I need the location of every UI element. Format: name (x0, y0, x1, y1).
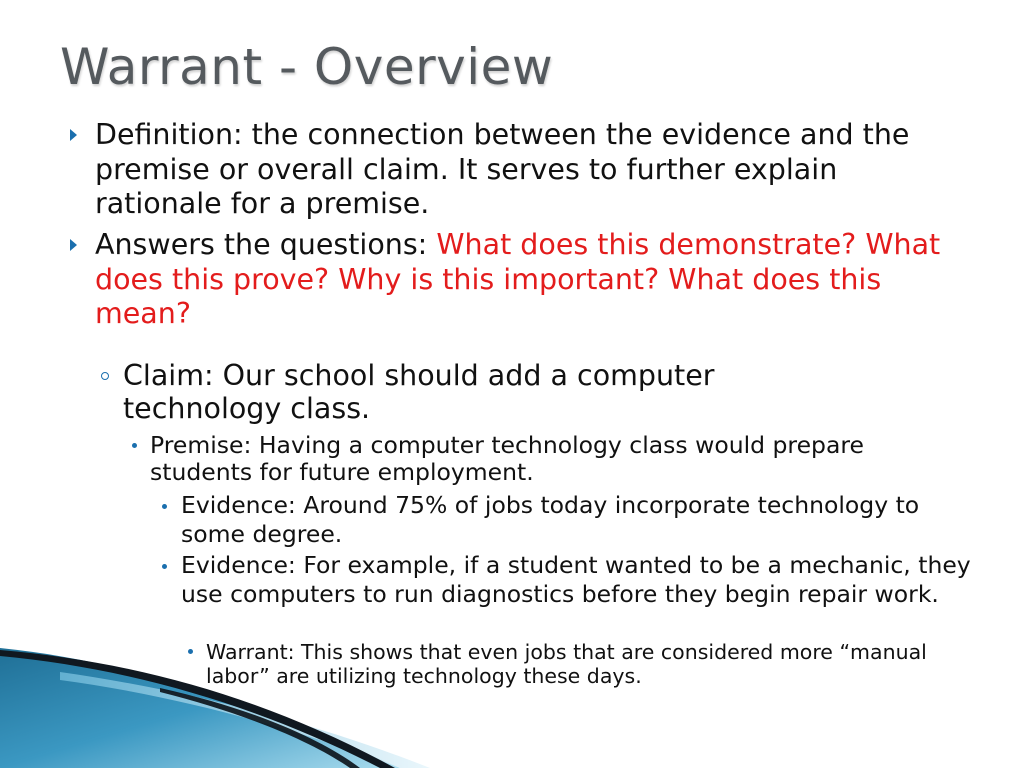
claim-text: Claim: Our school should add a computer technology class. (123, 359, 715, 425)
evidence-2-text: Evidence: For example, if a student wanted to be a mechanic, they use computers to run diagnostics before they begin repair work. (181, 551, 971, 608)
warrant-text: Warrant: This shows that even jobs that are considered more “manual labor” are utilizing technology these days. (206, 640, 927, 688)
definition-text: Definition: the connection between the evidence and the premise or overall claim. It serves to further explain rationale for a premise. (95, 118, 910, 220)
evidence-1-text: Evidence: Around 75% of jobs today incorporate technology to some degree. (181, 491, 920, 548)
answers-prefix: Answers the questions: (95, 228, 437, 261)
slide-title: Warrant - Overview (60, 38, 554, 96)
premise-text: Premise: Having a computer technology class would prepare students for future employment. (150, 431, 864, 486)
answers-questions: What does this demonstrate? What does this prove? Why is this important? What does this mean? (95, 228, 941, 330)
